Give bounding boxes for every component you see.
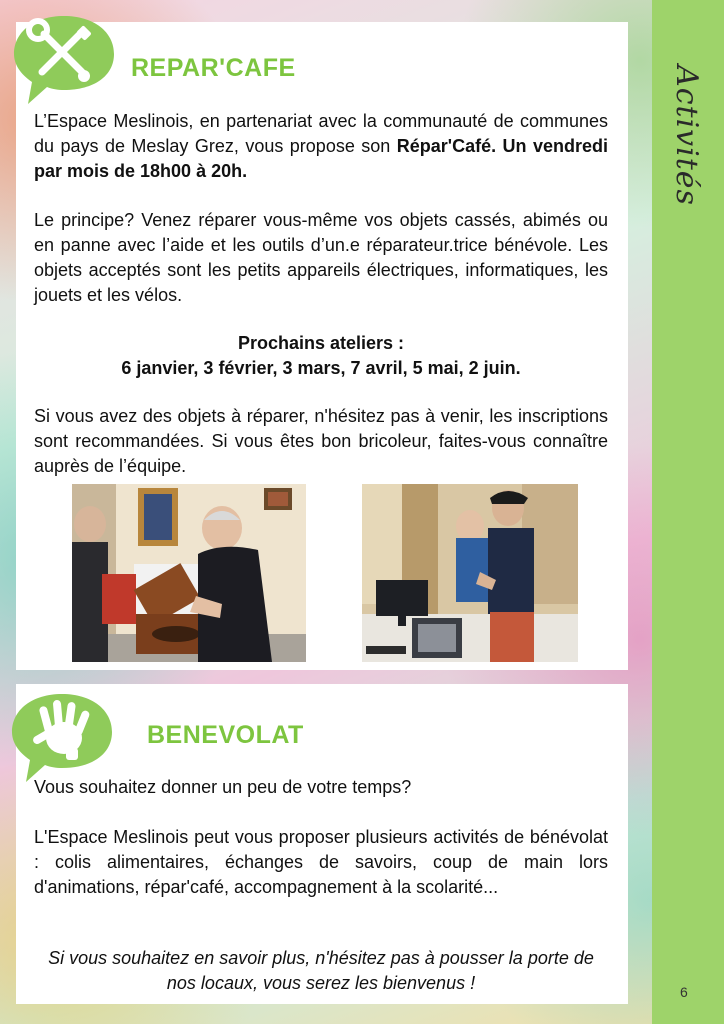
next-workshops-label: Prochains ateliers :	[237, 333, 405, 353]
repar-signup: Si vous avez des objets à réparer, n'hésitez pas à venir, les inscriptions sont recommandées. Si vous êtes bon bricoleur, faites-vous connaître auprès de l’équipe.	[34, 406, 608, 476]
repar-intro	[34, 109, 608, 184]
section-title-vertical	[650, 64, 722, 206]
benevolat-activities: L'Espace Meslinois peut vous proposer plusieurs activités de bénévolat : colis alimentaires, échanges de savoirs, coup de main lors d'animations, répar'café, accompagnement à la scolarité...	[34, 827, 608, 897]
next-workshops	[34, 331, 608, 381]
benevolat-closing: Si vous souhaitez en savoir plus, n'hésitez pas à pousser la porte de nos locaux, vous serez les bienvenus !	[48, 948, 594, 993]
benevolat-question: Vous souhaitez donner un peu de votre temps?	[34, 777, 412, 797]
photo-gramophone-repair	[72, 484, 306, 662]
page-number: 6	[680, 984, 688, 1000]
repar-intro-schedule: Répar'Café. Un vendredi par mois de 18h00 à 20h.	[34, 136, 608, 181]
repar-principle: Le principe? Venez réparer vous-même vos objets cassés, abimés ou en panne avec l’aide et les outils d’un.e réparateur.trice bénévole. Les objets acceptés sont les petits appareils électriques, informatiques, les jouets et les vélos.	[34, 210, 608, 305]
benevolat-heading: BENEVOLAT	[147, 721, 304, 749]
tools-icon	[8, 10, 120, 115]
photo-computer-repair	[362, 484, 578, 662]
repar-intro-text: L’Espace Meslinois, en partenariat avec la communauté de communes du pays de Meslay Grez, vous propose son	[34, 111, 608, 156]
section-title-text: Activités	[668, 64, 704, 206]
next-workshops-dates: 6 janvier, 3 février, 3 mars, 7 avril, 5 mai, 2 juin.	[121, 358, 521, 378]
repar-cafe-heading: REPAR'CAFE	[131, 54, 296, 82]
